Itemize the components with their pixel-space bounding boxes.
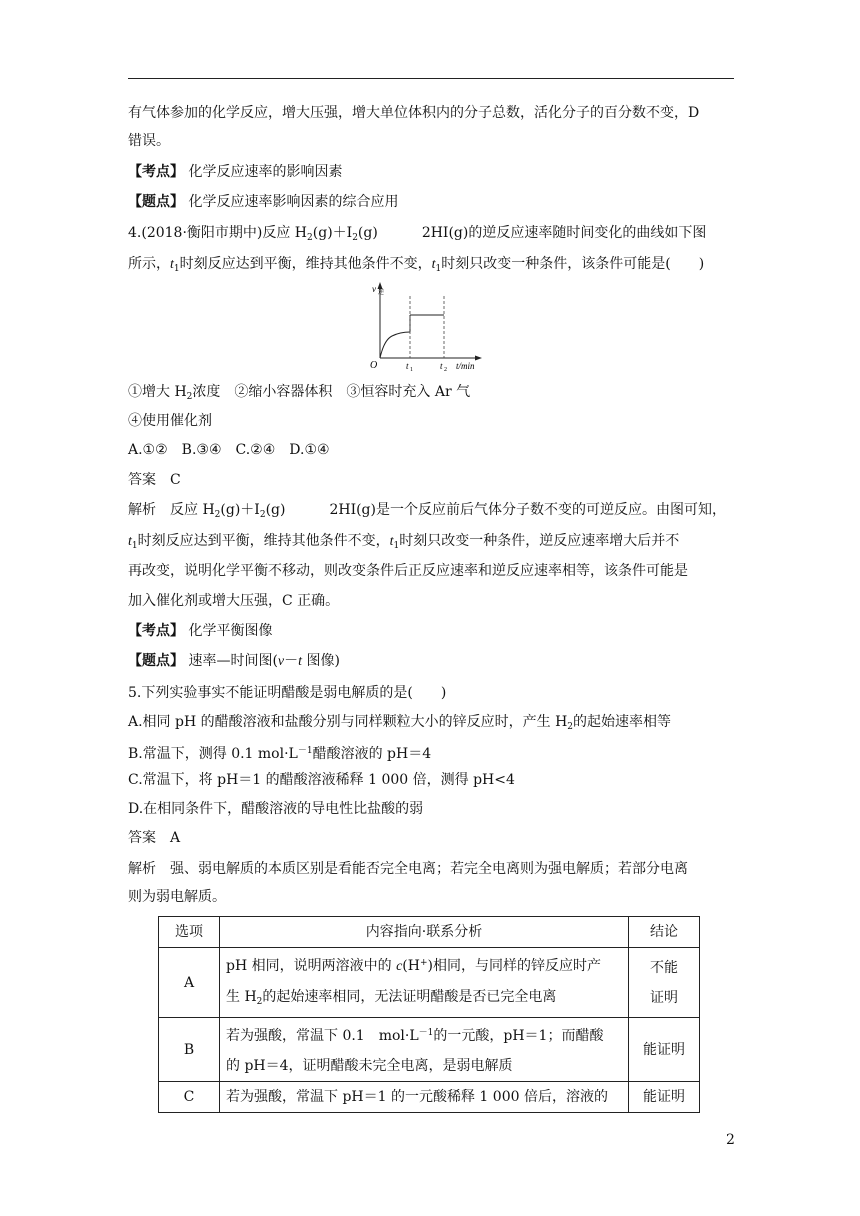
table-row <box>159 1018 700 1082</box>
explanation-line: 再改变，说明化学平衡不移动，则改变条件后正反应速率和逆反应速率相等，该条件可能是 <box>128 563 688 579</box>
rate-time-figure <box>358 278 490 374</box>
tidian-tag: 【题点】 <box>128 194 184 210</box>
table-cell-result: 能证明 <box>629 1082 700 1113</box>
table-cell-result: 能证明 <box>629 1018 700 1082</box>
table-cell-result: 不能 证明 <box>629 948 700 1018</box>
question-5-option-c: C.常温下，将 pH＝1 的醋酸溶液稀释 1 000 倍，测得 pH<4 <box>128 772 515 788</box>
choices-line: A.①② B.③④ C.②④ D.①④ <box>128 442 330 458</box>
question-5-option-b: B.常温下，测得 0.1 $mol\cdot L^{-1}$醋酸溶液的 pH＝4 <box>128 746 432 762</box>
y-axis-label: v <box>372 284 376 294</box>
question-5-option-d: D.在相同条件下，醋酸溶液的导电性比盐酸的弱 <box>128 801 424 817</box>
question-4: 4.(2018·衡阳市期中)反应 $H_2(g)+I_2(g)$ 2HI(g)的逆反应速率随时间变化的曲线如下图 <box>128 225 707 243</box>
table-header-cell: 内容指向·联系分析 <box>220 917 629 948</box>
table-cell-option: A <box>159 948 220 1018</box>
analysis-table <box>158 916 700 1113</box>
kaodian-line: 【考点】 化学平衡图像 <box>128 623 273 639</box>
x-axis-label: t/min <box>456 361 475 371</box>
explanation-line: 则为弱电解质。 <box>128 889 226 905</box>
tidian-line: 【题点】 化学反应速率影响因素的综合应用 <box>128 194 399 210</box>
table-cell-analysis: pH 相同，说明两溶液中的 c(H+)相同，与同样的锌反应时产 生 $H_2$的起始速率相同，无法证明醋酸是否已完全电离 <box>220 948 629 1018</box>
explanation-line: $t_1$时刻反应达到平衡，维持其他条件不变，$t_1$时刻只改变一种条件，逆反应速率增大后并不 <box>128 533 680 551</box>
answer-line: 答案 C <box>128 472 181 488</box>
explanation-line: 加入催化剂或增大压强，C 正确。 <box>128 593 340 609</box>
text-line: 有气体参加的化学反应，增大压强，增大单位体积内的分子总数，活化分子的百分数不变，D <box>128 105 700 121</box>
header-rule <box>128 78 734 79</box>
kaodian-line: 【考点】 化学反应速率的影响因素 <box>128 164 343 180</box>
t2-label-sub: 2 <box>444 367 447 373</box>
explanation-line: 解析 强、弱电解质的本质区别是看能否完全电离；若完全电离则为强电解质；若部分电离 <box>128 861 688 877</box>
y-axis-label-sub: 逆 <box>378 289 385 296</box>
t2-label: t <box>440 361 443 371</box>
table-cell-option: C <box>159 1082 220 1113</box>
table-cell-option: B <box>159 1018 220 1082</box>
tidian-line: 【题点】 速率—时间图(v－t 图像) <box>128 653 340 669</box>
options-line: ①增大 $H_2$浓度 ②缩小容器体积 ③恒容时充入 Ar 气 <box>128 384 471 402</box>
table-row <box>159 1082 700 1113</box>
table-cell-analysis: 若为强酸，常温下 pH＝1 的一元酸稀释 1 000 倍后，溶液的 <box>220 1082 629 1113</box>
explanation-line: 解析 反应 $H_2(g)+I_2(g)$ 2HI(g)是一个反应前后气体分子数不变的可逆反应。由图可知， <box>128 502 726 520</box>
table-row <box>159 948 700 1018</box>
question-5: 5.下列实验事实不能证明醋酸是弱电解质的是( ) <box>128 685 447 701</box>
table-header-row <box>159 917 700 948</box>
tidian-tag: 【题点】 <box>128 653 184 669</box>
kaodian-tag: 【考点】 <box>128 164 184 180</box>
t1-label-sub: 1 <box>410 367 413 373</box>
table-header-cell: 选项 <box>159 917 220 948</box>
table-cell-analysis: 若为强酸，常温下 0.1 $mol\cdot L^{-1}$的一元酸，pH＝1；而醋酸 的 pH＝4，证明醋酸未完全电离，是弱电解质 <box>220 1018 629 1082</box>
t1-label: t <box>406 361 409 371</box>
answer-line: 答案 A <box>128 830 181 846</box>
question-4-line2: 所示，$t_1$时刻反应达到平衡，维持其他条件不变，$t_1$时刻只改变一种条件，该条件可能是( ) <box>128 256 705 274</box>
options-line2: ④使用催化剂 <box>128 413 212 429</box>
kaodian-tag: 【考点】 <box>128 623 184 639</box>
table-header-cell: 结论 <box>629 917 700 948</box>
text-line: 错误。 <box>128 133 170 149</box>
origin-label: O <box>370 360 378 371</box>
page-number: 2 <box>726 1132 735 1148</box>
question-5-option-a: A.相同 pH 的醋酸溶液和盐酸分别与同样颗粒大小的锌反应时，产生 $H_2$的起始速率相等 <box>128 714 672 732</box>
